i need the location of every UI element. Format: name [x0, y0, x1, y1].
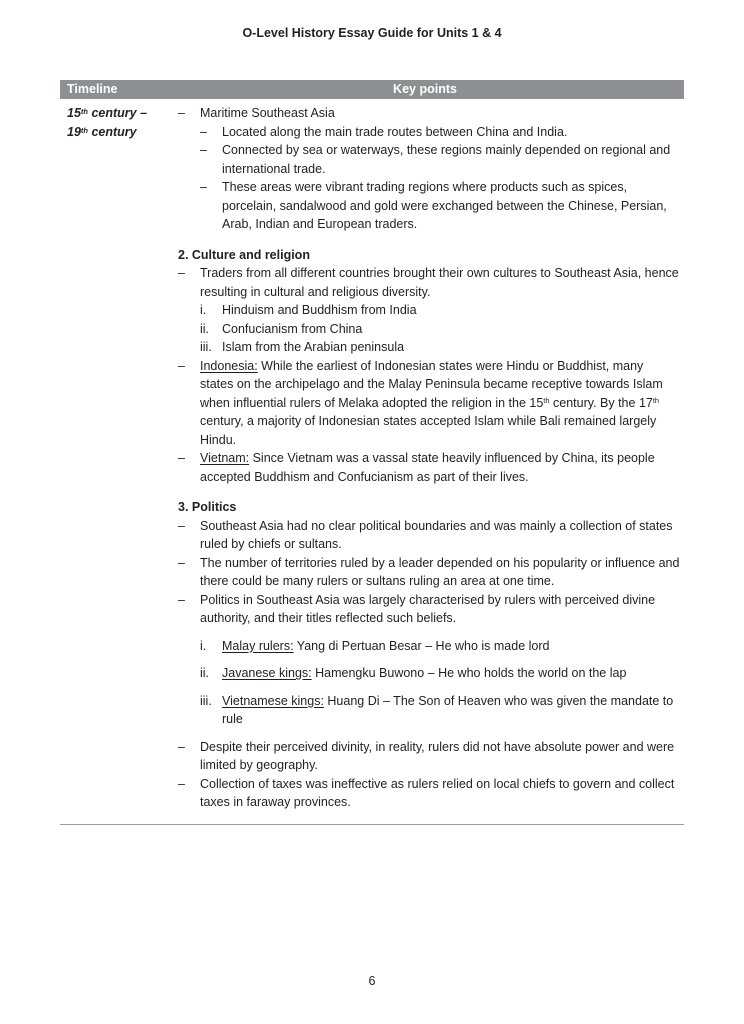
text-segment: Politics in Southeast Asia was largely characterised by rulers with perceived divine authority, and their titles reflected such beliefs.: [200, 592, 656, 625]
list-marker: –: [178, 592, 185, 607]
underlined-term: Malay rulers:: [222, 638, 294, 653]
timeline-range-line-1: [67, 104, 164, 123]
text-segment: Yang di Pertuan Besar – He who is made lord: [293, 638, 550, 653]
list-item-text: [178, 498, 684, 517]
superscript: th: [652, 396, 660, 406]
page-header-title: O-Level History Essay Guide for Units 1 & 4: [242, 26, 502, 40]
list-item-text: [200, 738, 684, 775]
underlined-term: Javanese kings:: [222, 666, 312, 680]
timeline-range-line-2: [67, 123, 164, 142]
list-item-text: [200, 357, 684, 450]
list-marker: –: [178, 518, 185, 533]
text-segment: Hinduism and Buddhism from India: [222, 303, 417, 317]
list-marker: –: [200, 124, 207, 139]
list-marker: –: [178, 555, 185, 570]
list-marker: –: [178, 106, 185, 120]
list-item-text: [222, 637, 684, 656]
list-marker: –: [200, 143, 207, 157]
list-item-text: [200, 517, 684, 554]
list-item: [166, 554, 684, 591]
list-marker: iii.: [200, 340, 212, 354]
text-segment: Confucianism from China: [222, 321, 363, 336]
list-item-text: [222, 301, 684, 320]
timeline-cell: [60, 99, 166, 142]
text-segment: Despite their perceived divinity, in reality, rulers did not have absolute power and were limited by geography.: [200, 739, 675, 772]
key-points-table: [60, 80, 684, 825]
list-item: [166, 264, 684, 301]
text-segment: 2. Culture and religion: [178, 247, 310, 262]
text-segment: Maritime Southeast Asia: [200, 106, 335, 120]
list-item: [166, 320, 684, 339]
list-item-text: [222, 338, 684, 357]
underlined-term: Vietnamese kings:: [222, 693, 324, 708]
list-item-text: [222, 692, 684, 729]
list-marker: ii.: [200, 321, 210, 336]
list-item: [166, 692, 684, 729]
text-segment: Hamengku Buwono – He who holds the world on the lap: [311, 666, 627, 680]
section-heading: [166, 246, 684, 265]
text-segment: The number of territories ruled by a leader depended on his popularity or influence and there could be many rulers or sultans ruling an area at one time.: [200, 555, 680, 588]
text-segment: century. By the 17: [549, 395, 653, 410]
key-points-cell: [166, 99, 684, 812]
list-item-text: [222, 141, 684, 178]
list-item: [166, 178, 684, 234]
text-segment: 15: [67, 106, 81, 120]
table-header-row: [60, 80, 684, 99]
list-item: [166, 637, 684, 656]
text-segment: 3. Politics: [178, 500, 237, 514]
section-heading: [166, 498, 684, 517]
table-body-row: [60, 99, 684, 825]
list-marker: –: [178, 739, 185, 754]
list-item-text: [222, 178, 684, 234]
text-segment: century –: [88, 106, 148, 120]
list-marker: –: [178, 451, 185, 465]
list-item: [166, 449, 684, 486]
text-segment: Since Vietnam was a vassal state heavily influenced by China, its people accepted Buddhism and Confucianism as part of their lives.: [200, 451, 655, 484]
text-segment: 19: [67, 125, 81, 139]
list-item-text: [200, 554, 684, 591]
list-marker: –: [200, 180, 207, 194]
list-item: [166, 738, 684, 775]
list-item: [166, 338, 684, 357]
underlined-term: Indonesia:: [200, 358, 258, 373]
list-item-text: [200, 104, 684, 123]
list-marker: i.: [200, 638, 207, 653]
text-segment: Collection of taxes was ineffective as rulers relied on local chiefs to govern and collect taxes in faraway provinces.: [200, 776, 675, 809]
list-item-text: [200, 264, 684, 301]
list-item-text: [200, 775, 684, 812]
text-segment: Southeast Asia had no clear political boundaries and was mainly a collection of states ruled by chiefs or sultans.: [200, 518, 673, 551]
list-item-text: [200, 449, 684, 486]
superscript: th: [80, 125, 88, 135]
list-item: [166, 123, 684, 142]
text-segment: century, a majority of Indonesian states accepted Islam while Bali remained largely Hindu.: [200, 414, 657, 447]
superscript: th: [80, 106, 88, 116]
list-marker: –: [178, 776, 185, 791]
list-item-text: [178, 246, 684, 265]
column-header-timeline: Timeline: [67, 82, 118, 96]
list-item: [166, 141, 684, 178]
text-segment: These areas were vibrant trading regions where products such as spices, porcelain, sandalwood and gold were exchanged between the Chinese, Persian, Arab, Indian and European traders.: [222, 180, 667, 231]
text-segment: century: [88, 125, 137, 139]
page-number: 6: [368, 974, 376, 988]
list-item-text: [222, 664, 684, 683]
column-header-key-points: Key points: [393, 82, 457, 96]
text-segment: Islam from the Arabian peninsula: [222, 340, 405, 354]
list-item: [166, 517, 684, 554]
list-marker: i.: [200, 303, 207, 317]
text-segment: While the earliest of Indonesian states were Hindu or Buddhist, many states on the archipelago and the Malay Peninsula became receptive towards Islam when influential rulers of Melaka adopted the religion in the 15: [200, 358, 663, 410]
list-item: [166, 775, 684, 812]
underlined-term: Vietnam:: [200, 451, 250, 465]
superscript: th: [543, 396, 550, 406]
list-item-text: [222, 123, 684, 142]
text-segment: Located along the main trade routes between China and India.: [222, 124, 568, 139]
list-marker: iii.: [200, 693, 212, 708]
list-item-text: [200, 591, 684, 628]
list-item: [166, 301, 684, 320]
text-segment: Traders from all different countries brought their own cultures to Southeast Asia, hence resulting in cultural and religious diversity.: [200, 266, 679, 299]
list-item: [166, 664, 684, 683]
list-marker: –: [178, 266, 185, 280]
list-marker: ii.: [200, 666, 210, 680]
list-item: [166, 591, 684, 628]
text-segment: Huang Di – The Son of Heaven who was given the mandate to rule: [222, 693, 674, 726]
list-item: [166, 357, 684, 450]
list-marker: –: [178, 358, 185, 373]
list-item-text: [222, 320, 684, 339]
text-segment: Connected by sea or waterways, these regions mainly depended on regional and international trade.: [222, 143, 671, 176]
list-item: [166, 104, 684, 123]
